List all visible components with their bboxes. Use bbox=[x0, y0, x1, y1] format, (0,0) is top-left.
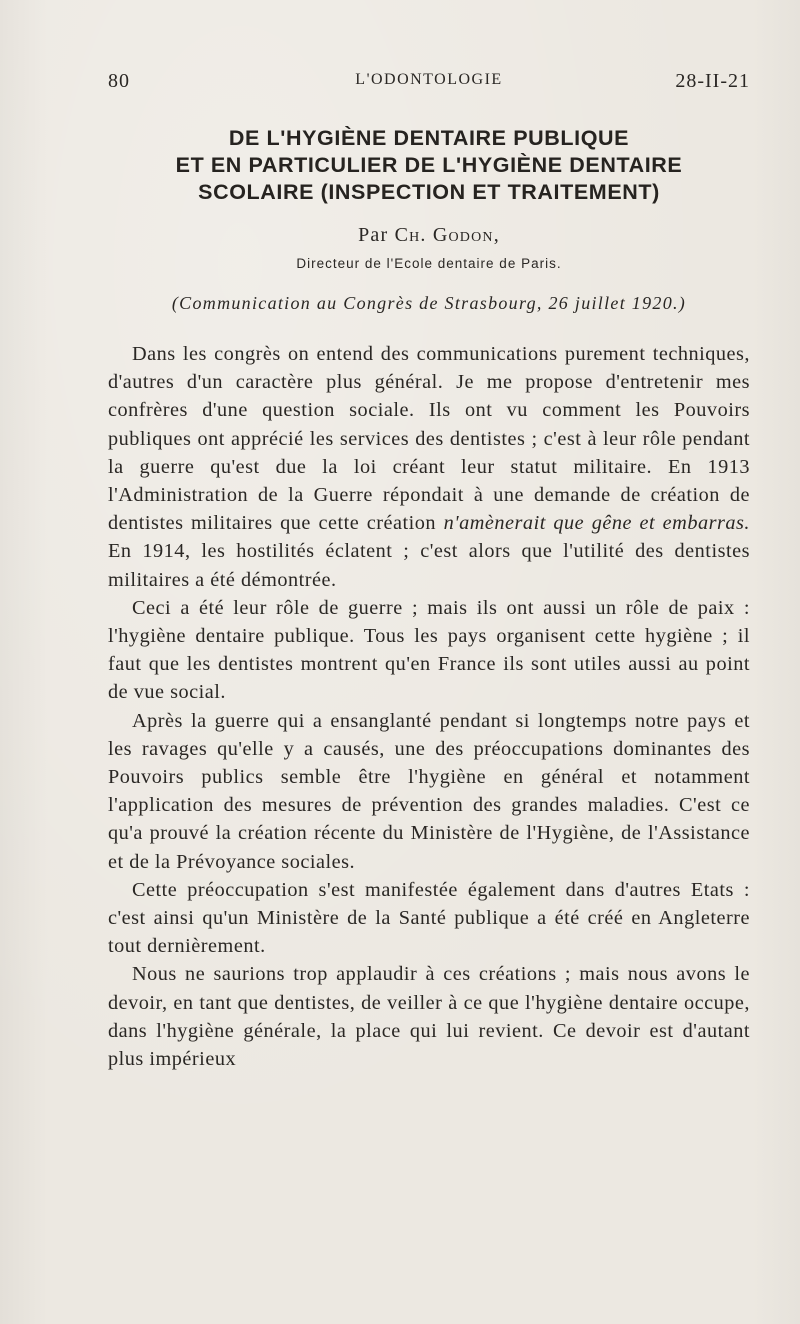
page-number: 80 bbox=[108, 70, 130, 92]
article-body bbox=[108, 340, 750, 1073]
title-line-2: ET EN PARTICULIER DE L'HYGIÈNE DENTAIRE bbox=[175, 153, 683, 177]
running-header bbox=[108, 70, 750, 100]
author-affiliation: Directeur de l'Ecole dentaire de Paris. bbox=[296, 256, 562, 271]
author-line bbox=[108, 224, 750, 247]
paragraph-4: Cette préoccupation s'est manifestée également dans d'autres Etats : c'est ainsi qu'un Ministère de la Santé publique a été créé en Angleterre tout dernièrement. bbox=[108, 878, 750, 958]
paragraph-1-italic: n'amènerait que gêne et embarras. bbox=[443, 512, 750, 535]
author-prefix: Par bbox=[358, 224, 389, 246]
article-title bbox=[108, 125, 750, 206]
communication-note: (Communication au Congrès de Strasbourg, 26 juillet 1920.) bbox=[171, 293, 687, 313]
title-line-1: DE L'HYGIÈNE DENTAIRE PUBLIQUE bbox=[228, 126, 630, 150]
author-name: Ch. Godon, bbox=[394, 224, 500, 246]
paragraph-1-text: Dans les congrès on entend des communications purement techniques, d'autres d'un caractère plus général. Je me propose d'entretenir mes confrères d'une question sociale. Ils ont vu comment les Pouvoirs publiques ont apprécié les services des dentistes ; c'est à leur rôle pendant la guerre qu'est due la loi créant leur statut militaire. En 1913 l'Administration de la Guerre répondait à une demande de création de dentistes militaires que cette création bbox=[108, 343, 750, 535]
paragraph-5: Nous ne saurions trop applaudir à ces créations ; mais nous avons le devoir, en tant que dentistes, de veiller à ce que l'hygiène dentaire occupe, dans l'hygiène générale, la place qui lui revient. Ce devoir est d'autant plus impérieux bbox=[108, 963, 750, 1071]
title-line-3: SCOLAIRE (INSPECTION ET TRAITEMENT) bbox=[198, 180, 660, 204]
journal-title: L'ODONTOLOGIE bbox=[355, 71, 503, 88]
paragraph-1 bbox=[108, 340, 750, 594]
paragraph-3: Après la guerre qui a ensanglanté pendant si longtemps notre pays et les ravages qu'elle y a causés, une des préoccupations dominantes des Pouvoirs publics semble être l'hygiène en général et notamment l'application des mesures de prévention des grandes maladies. C'est ce qu'a prouvé la création récente du Ministère de l'Hygiène, de l'Assistance et de la Prévoyance sociales. bbox=[108, 709, 750, 873]
paragraph-1-text-end: En 1914, les hostilités éclatent ; c'est alors que l'utilité des dentistes militaires a été démontrée. bbox=[108, 540, 750, 591]
issue-date: 28-II-21 bbox=[675, 70, 750, 92]
paragraph-2: Ceci a été leur rôle de guerre ; mais ils ont aussi un rôle de paix : l'hygiène dentaire publique. Tous les pays organisent cette hygiène ; il faut que les dentistes montrent qu'en France ils sont utiles aussi au point de vue social. bbox=[108, 596, 750, 704]
